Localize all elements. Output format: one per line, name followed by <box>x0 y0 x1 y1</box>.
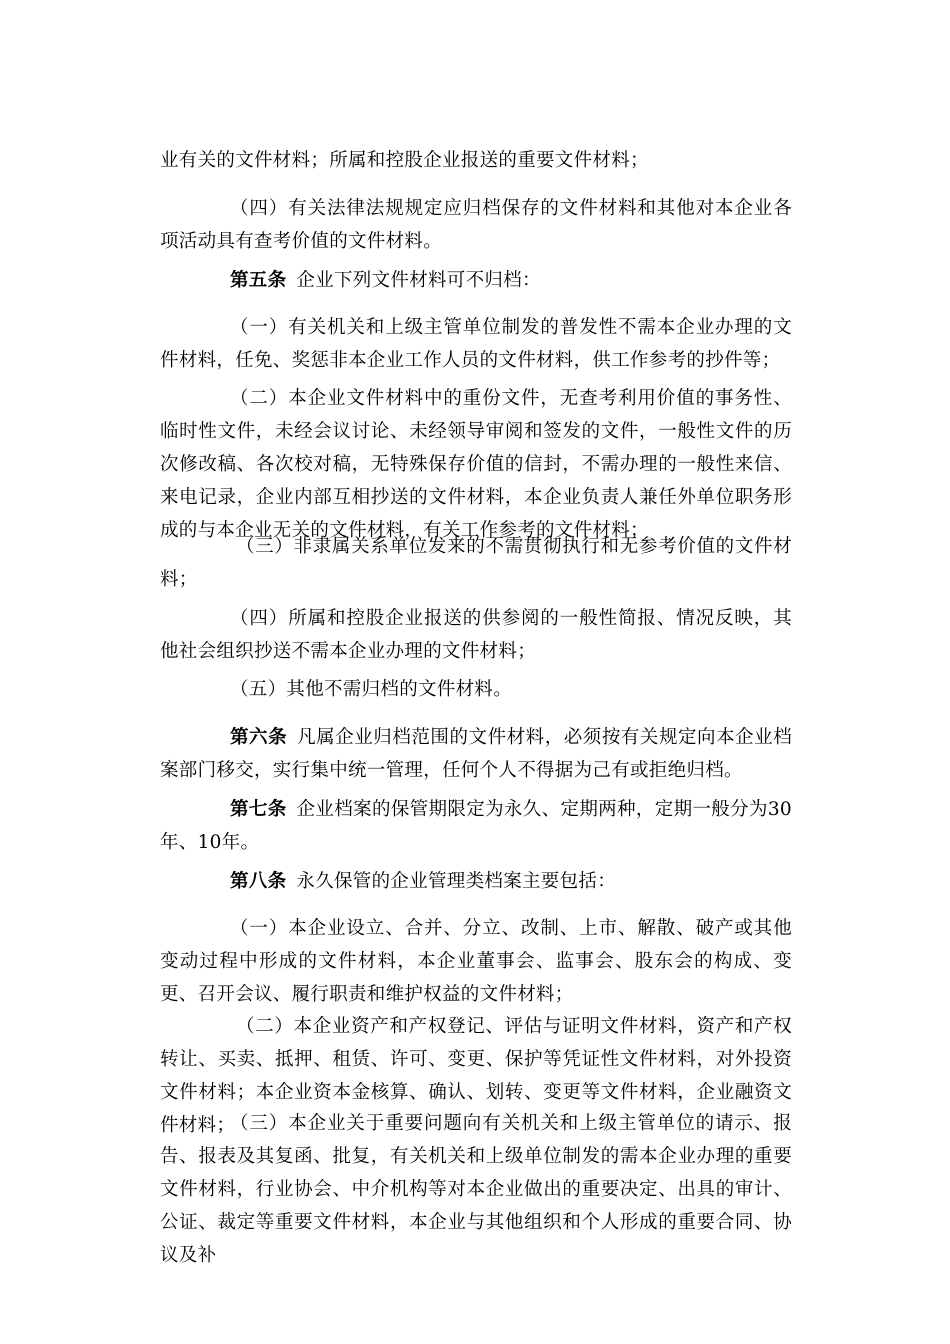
article-number: 第八条 <box>230 871 287 892</box>
article-5-clause-5 <box>160 673 792 706</box>
article-5-clause-4 <box>160 602 792 668</box>
article-5 <box>160 264 792 297</box>
article-5-clause-2 <box>160 382 792 547</box>
paragraph-continuation <box>160 144 792 177</box>
paragraph-text: （三）本企业关于重要问题向有关机关和上级主管单位的请示、报告、报表及其复函、批复，有关机关和上级单位制发的需本企业办理的重要文件材料，行业协会、中介机构等对本企业做出的重要决定、出具的审计、公证、裁定等重要文件材料，本企业与其他组织和个人形成的重要合同、协议及补 <box>160 1113 792 1266</box>
paragraph-text: （一）本企业设立、合并、分立、改制、上市、解散、破产或其他变动过程中形成的文件材料，本企业董事会、监事会、股东会的构成、变更、召开会议、履行职责和维护权益的文件材料； <box>160 918 792 1005</box>
article-6 <box>160 721 792 787</box>
paragraph-text: （四）所属和控股企业报送的供参阅的一般性简报、情况反映，其他社会组织抄送不需本企业办理的文件材料； <box>160 608 792 662</box>
paragraph-text: 凡属企业归档范围的文件材料，必须按有关规定向本企业档案部门移交，实行集中统一管理，任何个人不得据为己有或拒绝归档。 <box>160 727 792 781</box>
paragraph-text: （二）本企业文件材料中的重份文件，无查考利用价值的事务性、临时性文件，未经会议讨论、未经领导审阅和签发的文件，一般性文件的历次修改稿、各次校对稿，无特殊保存价值的信封，不需办理的一般性来信、来电记录，企业内部互相抄送的文件材料，本企业负责人兼任外单位职务形成的与本企业无关的文件材料，有关工作参考的文件材料； <box>160 388 792 541</box>
paragraph-text: 企业下列文件材料可不归档： <box>296 270 541 291</box>
paragraph-text: 企业档案的保管期限定为永久、定期两种，定期一般分为30年、10年。 <box>160 799 792 853</box>
paragraph-text: （四）有关法律法规规定应归档保存的文件材料和其他对本企业各项活动具有查考价值的文件材料。 <box>160 198 792 252</box>
article-number: 第七条 <box>230 799 287 820</box>
paragraph-text: （二）本企业资产和产权登记、评估与证明文件材料，资产和产权转让、买卖、抵押、租赁、许可、变更、保护等凭证性文件材料，对外投资文件材料；本企业资本金核算、确认、划转、变更等文件材料，企业融资文件材料； <box>160 1016 792 1136</box>
article-8-clause-1 <box>160 912 792 1011</box>
article-5-clause-3 <box>160 530 792 596</box>
paragraph-text: （五）其他不需归档的文件材料。 <box>230 679 513 700</box>
article-8-clause-3 <box>160 1107 792 1272</box>
paragraph-text: 永久保管的企业管理类档案主要包括： <box>296 871 617 892</box>
paragraph-text: 业有关的文件材料；所属和控股企业报送的重要文件材料； <box>160 150 649 171</box>
article-number: 第五条 <box>230 270 287 291</box>
article-7 <box>160 793 792 859</box>
article-8 <box>160 865 792 898</box>
clause-4-archive-scope <box>160 192 792 258</box>
article-5-clause-1 <box>160 311 792 377</box>
article-number: 第六条 <box>230 727 288 748</box>
paragraph-text: （一）有关机关和上级主管单位制发的普发性不需本企业办理的文件材料，任免、奖惩非本企业工作人员的文件材料，供工作参考的抄件等； <box>160 317 792 371</box>
paragraph-text: （三）非隶属关系单位发来的不需贯彻执行和无参考价值的文件材料； <box>160 536 792 590</box>
